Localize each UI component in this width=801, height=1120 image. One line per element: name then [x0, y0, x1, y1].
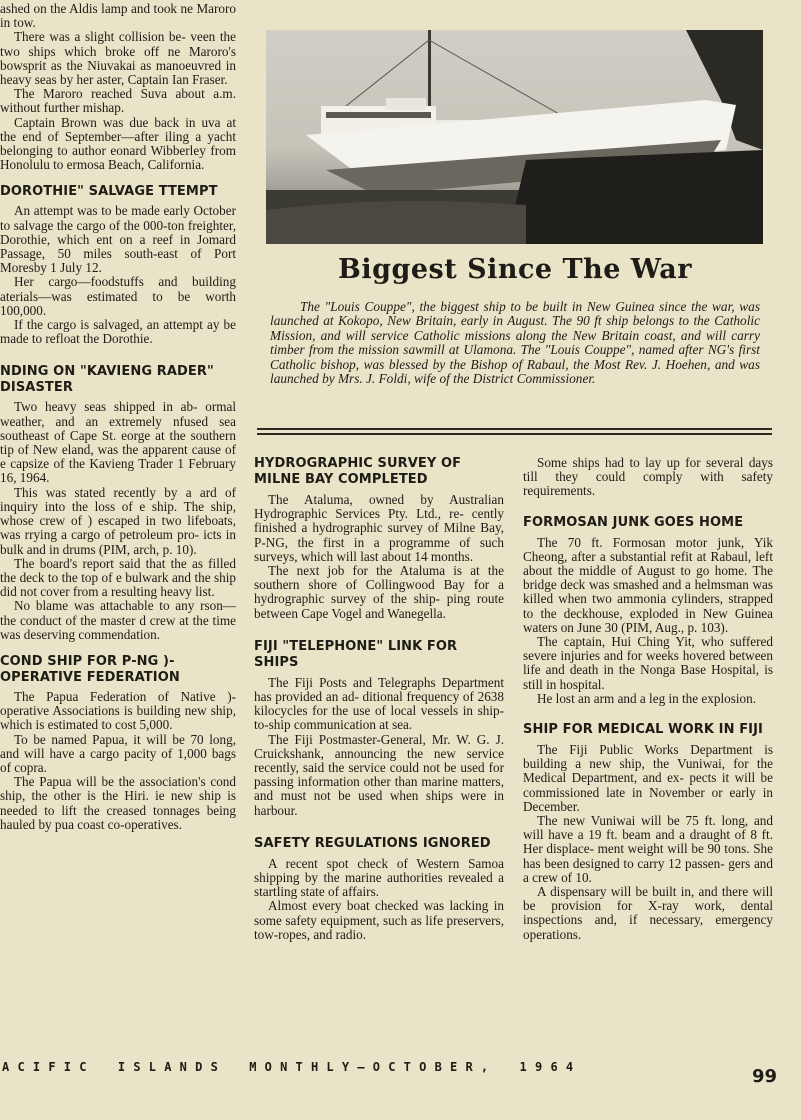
article-title-kavieng: NDING ON "KAVIENG RADER" DISASTER [0, 364, 214, 396]
paragraph: The new Vuniwai will be 75 ft. long, and will have a 19 ft. beam and a draught of 8 ft. Her displace- ment weight will be 90 tons. She has been designed to carry 12 passen- gers and a crew of 10. [523, 813, 773, 885]
paragraph: No blame was attachable to any rson—the conduct of the master d crew at the time was deserving commendation. [0, 598, 236, 642]
article-title-formosan-junk: FORMOSAN JUNK GOES HOME [523, 514, 744, 530]
feature-caption: The "Louis Couppe", the biggest ship to be built in New Guinea since the war, was launched at Kokopo, New Britain, early in August. The 90 ft ship belongs to the Catholic Mission, and will service Catholic missions along the New Britain coast, and will carry timber from the mission sawmill at Ulamona. The "Louis Couppe", named after NG's first Catholic bishop, was blessed by the Bishop of Rabaul, the Most Rev. J. Hoehen, and was launched by Mrs. J. Foldi, wife of the District Commissioner. [270, 299, 760, 387]
paragraph: The Fiji Posts and Telegraphs Department has provided an ad- ditional frequency of 2638 kilocycles for the use of local vessels in ship- to-ship communication at sea. [254, 674, 504, 733]
paragraph: Some ships had to lay up for several days till they could comply with safety requirements. [523, 456, 773, 499]
paragraph: Captain Brown was due back in uva at the end of September—after iling a yacht belonging to author eonard Wibberley from Honolulu to ermosa Beach, California. [0, 114, 236, 173]
paragraph: If the cargo is salvaged, an attempt ay be made to refloat the Dorothie. [0, 317, 236, 347]
ship-illustration [266, 30, 763, 244]
paragraph: He lost an arm and a leg in the explosion. [537, 690, 757, 706]
column-middle [254, 456, 504, 1046]
section-divider [257, 433, 772, 435]
paragraph: The board's report said that the as filled the deck to the top of e bulwark and the ship did not cover from a resulting heavy list. [0, 555, 236, 600]
paragraph: The Fiji Public Works Department is building a new ship, the Vuniwai, for the Medical Department, and ex- pects it will be commissioned late in November or early in December. [523, 742, 773, 814]
paragraph: This was stated recently by a ard of inquiry into the loss of e ship. The ship, whose crew of ) escaped in two lifeboats, was rrying a cargo of petroleum pro- icts in bulk and in drums (PIM, arch, p. 10). [0, 484, 236, 557]
magazine-footer: A C I F I C I S L A N D S M O N T H L Y — O C T O B E R , 1 9 6 4 [2, 1060, 574, 1074]
article-title-second-ship: COND SHIP FOR P-NG )-OPERATIVE FEDERATION [0, 653, 180, 685]
paragraph: ashed on the Aldis lamp and took ne Maroro in tow. [0, 2, 236, 31]
paragraph: The next job for the Ataluma is at the southern shore of Collingwood Bay for a hydrographic survey of the ship- ping route between Cape Vogel and Wanegella. [254, 563, 504, 621]
paragraph: To be named Papua, it will be 70 long, and will have a cargo pacity of 1,000 bags of copra. [0, 731, 236, 775]
section-divider [257, 428, 772, 430]
paragraph: Her cargo—foodstuffs and building aterials—was estimated to be worth 100,000. [0, 274, 236, 318]
paragraph: The Papua Federation of Native )-operative Associations is building new ship, which is estimated to cost 5,000. [0, 688, 236, 733]
article-title-medical-ship: SHIP FOR MEDICAL WORK IN FIJI [523, 722, 763, 738]
paragraph: Almost every boat checked was lacking in some safety equipment, such as life preservers, tow-ropes, and radio. [254, 898, 504, 942]
paragraph: The Maroro reached Suva about a.m. without further mishap. [0, 86, 236, 116]
article-title-safety: SAFETY REGULATIONS IGNORED [254, 835, 491, 851]
paragraph: A recent spot check of Western Samoa shipping by the marine authorities revealed a startling state of affairs. [254, 855, 504, 900]
paragraph: An attempt was to be made early October to salvage the cargo of the 000-ton freighter, Dorothie, which ent on a reef in Jomard Passage, 50 miles south-east of Port Moresby 1 July 12. [0, 203, 236, 276]
paragraph: The Papua will be the association's cond ship, the other is the Hiri. ie new ship is needed to lift the creased tonnages being hauled by pua coast co-operatives. [0, 774, 236, 832]
paragraph: Two heavy seas shipped in ab- ormal weather, and an extremely nfused sea southeast of Cape St. eorge at the southern tip of New eland, was the apparent cause of e capsize of the Kavieng Trader 1 February 16, 1964. [0, 399, 236, 486]
paragraph: The 70 ft. Formosan motor junk, Yik Cheong, after a substantial refit at Rabaul, left about the middle of August to go home. The bridge deck was smashed and a helmsman was killed when two ammonia cylinders, strapped to the deckhouse, exploded in New Guinea waters on June 30 (PIM, Aug., p. 103). [523, 534, 773, 635]
feature-headline: Biggest Since The War [338, 254, 692, 285]
paragraph: A dispensary will be built in, and there will be provision for X-ray work, dental inspections and, if necessary, emergency operations. [523, 884, 773, 942]
column-left [0, 2, 236, 1052]
column-right [523, 456, 773, 1048]
page-number: 99 [752, 1066, 778, 1087]
paragraph: The Ataluma, owned by Australian Hydrographic Services Pty. Ltd., re- cently finished a hydrographic survey of Milne Bay, P-NG, the first in a programme of such surveys, which will last about 14 months. [254, 492, 504, 564]
paragraph: The Fiji Postmaster-General, Mr. W. G. J. Cruickshank, announcing the new service recently, said the service could not be used for passing information other than marine matters, and must not be used when ships were in harbour. [254, 731, 504, 818]
paragraph: There was a slight collision be- veen the two ships which broke off ne Maroro's bowsprit as the Niuvakai as manoeuvred in heavy seas by her aster, Captain Ian Fraser. [0, 29, 236, 88]
article-title-fiji-telephone: FIJI "TELEPHONE" LINK FOR SHIPS [254, 638, 458, 670]
paragraph: The captain, Hui Ching Yit, who suffered severe injuries and for weeks hovered between life and death in the Nonga Base Hospital, is still in hospital. [523, 634, 773, 692]
article-title-hydrographic: HYDROGRAPHIC SURVEY OF MILNE BAY COMPLETED [254, 456, 462, 487]
ship-launch-photo [266, 30, 763, 244]
article-title-dorothie: DOROTHIE" SALVAGE TTEMPT [0, 184, 218, 200]
